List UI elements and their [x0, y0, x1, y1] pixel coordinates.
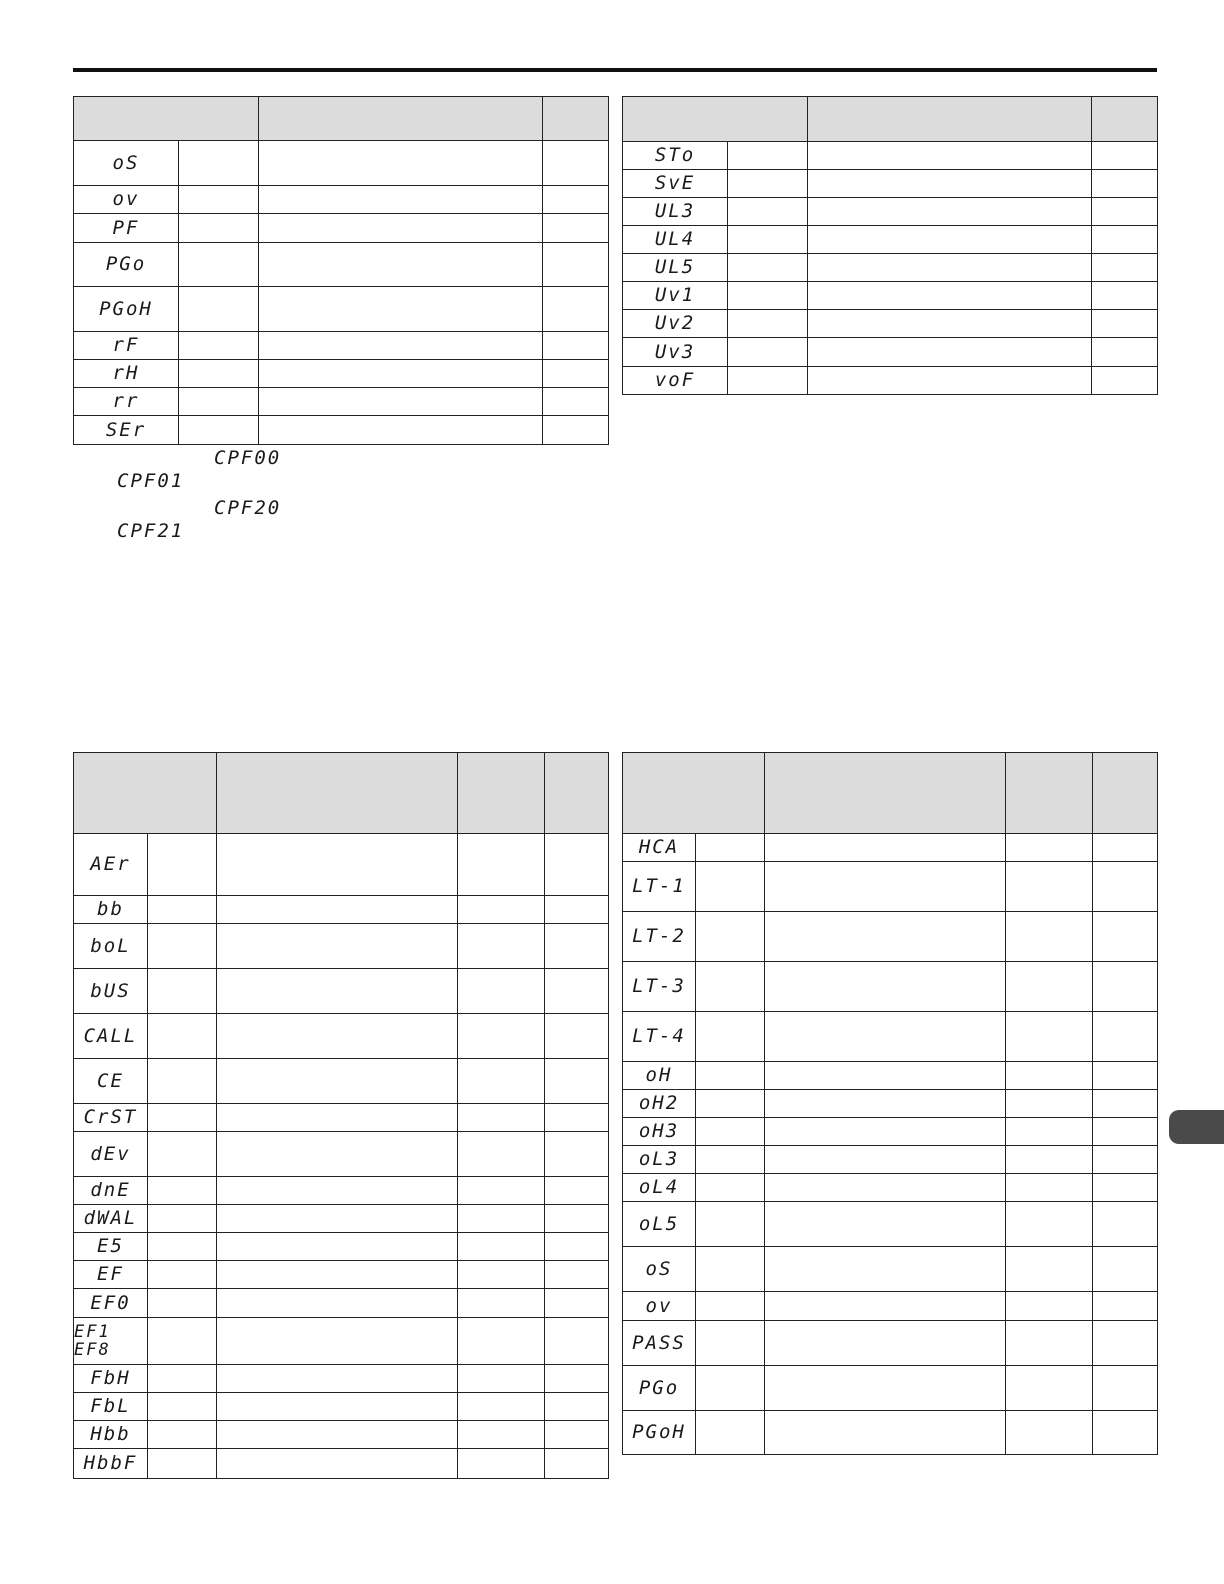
fault-code: PF — [74, 214, 179, 243]
header-name — [259, 97, 543, 141]
header-page — [543, 97, 609, 141]
alarm-code: oL3 — [623, 1146, 696, 1174]
table-row — [74, 1132, 609, 1177]
table-row — [74, 360, 609, 388]
alarm-code: EF0 — [74, 1289, 148, 1318]
table-row — [623, 962, 1158, 1012]
alarm-code: UL4 — [623, 226, 728, 254]
note-code: CPF00 — [214, 447, 282, 469]
table-row — [74, 924, 609, 969]
header-display — [623, 753, 765, 834]
table-row — [74, 834, 609, 896]
alarm-code: EF1 — [74, 1322, 111, 1342]
table-bottom-right — [622, 752, 1158, 1455]
alarm-code: boL — [74, 924, 148, 969]
alarm-code: oL5 — [623, 1202, 696, 1247]
table-row — [74, 1289, 609, 1318]
table-row — [623, 254, 1158, 282]
table-row — [623, 170, 1158, 198]
table-row — [74, 416, 609, 445]
table-row — [623, 862, 1158, 912]
table-row — [74, 388, 609, 416]
table-row — [74, 243, 609, 287]
alarm-code: PGoH — [623, 1411, 696, 1455]
table-row — [74, 1104, 609, 1132]
alarm-code: Uv1 — [623, 282, 728, 310]
alarm-code: LT-3 — [623, 962, 696, 1012]
header-page — [1092, 97, 1158, 142]
alarm-code: EF — [74, 1261, 148, 1289]
alarm-code: dnE — [74, 1177, 148, 1205]
alarm-code: AEr — [74, 834, 148, 896]
alarm-code: dEv — [74, 1132, 148, 1177]
fault-code: SEr — [74, 416, 179, 445]
header-type — [458, 753, 545, 834]
alarm-code: CrST — [74, 1104, 148, 1132]
table-row — [623, 1247, 1158, 1292]
table-row — [74, 896, 609, 924]
alarm-code: UL5 — [623, 254, 728, 282]
table-row — [74, 1205, 609, 1233]
table-row — [74, 214, 609, 243]
table-row — [623, 1202, 1158, 1247]
header-page — [545, 753, 609, 834]
table-row — [74, 1318, 609, 1365]
alarm-code: oH — [623, 1062, 696, 1090]
table-row — [623, 367, 1158, 395]
alarm-code: CALL — [74, 1014, 148, 1059]
table-row — [623, 198, 1158, 226]
table-row — [623, 338, 1158, 367]
header-rule — [73, 68, 1157, 72]
table-row — [74, 1177, 609, 1205]
alarm-code: Uv3 — [623, 338, 728, 367]
table-top-left — [73, 96, 609, 445]
alarm-code: Uv2 — [623, 310, 728, 338]
alarm-code: bb — [74, 896, 148, 924]
table-row — [74, 1393, 609, 1421]
fault-code: PGoH — [74, 287, 179, 332]
alarm-code: oH3 — [623, 1118, 696, 1146]
table-row — [74, 1421, 609, 1449]
chapter-tab — [1169, 1110, 1224, 1144]
fault-code: rF — [74, 332, 179, 360]
table-row — [74, 141, 609, 186]
header-display — [74, 97, 259, 141]
note-code: CPF20 — [214, 497, 282, 519]
alarm-code: dWAL — [74, 1205, 148, 1233]
header-type — [1006, 753, 1093, 834]
alarm-code: SvE — [623, 170, 728, 198]
table-row — [74, 1233, 609, 1261]
table-row — [623, 834, 1158, 862]
alarm-code-range — [74, 1318, 148, 1365]
table-row — [74, 1014, 609, 1059]
table-row — [623, 1292, 1158, 1321]
alarm-code: ov — [623, 1292, 696, 1321]
alarm-code: EF8 — [74, 1340, 111, 1360]
alarm-code: PGo — [623, 1366, 696, 1411]
alarm-code: bUS — [74, 969, 148, 1014]
alarm-code: LT-4 — [623, 1012, 696, 1062]
alarm-code: STo — [623, 142, 728, 170]
alarm-code: E5 — [74, 1233, 148, 1261]
alarm-code: oL4 — [623, 1174, 696, 1202]
table-row — [623, 1090, 1158, 1118]
table-row — [74, 1261, 609, 1289]
alarm-code: CE — [74, 1059, 148, 1104]
table-row — [623, 226, 1158, 254]
fault-code: ov — [74, 186, 179, 214]
table-bottom-left — [73, 752, 609, 1479]
header-name — [765, 753, 1006, 834]
fault-code: rH — [74, 360, 179, 388]
alarm-code: FbL — [74, 1393, 148, 1421]
table-row — [74, 186, 609, 214]
table-row — [623, 1366, 1158, 1411]
header-name — [808, 97, 1092, 142]
table-row — [623, 1062, 1158, 1090]
fault-code: oS — [74, 141, 179, 186]
fault-code: rr — [74, 388, 179, 416]
alarm-code: voF — [623, 367, 728, 395]
table-row — [623, 1012, 1158, 1062]
table-row — [623, 1146, 1158, 1174]
table-top-right — [622, 96, 1158, 395]
alarm-code: FbH — [74, 1365, 148, 1393]
alarm-code: oS — [623, 1247, 696, 1292]
table-row — [623, 1118, 1158, 1146]
table-row — [623, 1321, 1158, 1366]
fault-code: PGo — [74, 243, 179, 287]
table-row — [623, 310, 1158, 338]
alarm-code: Hbb — [74, 1421, 148, 1449]
alarm-code: PASS — [623, 1321, 696, 1366]
header-display — [623, 97, 808, 142]
alarm-code: LT-2 — [623, 912, 696, 962]
table-row — [623, 142, 1158, 170]
header-name — [217, 753, 458, 834]
header-display — [74, 753, 217, 834]
note-code: CPF21 — [117, 520, 185, 542]
table-row — [74, 969, 609, 1014]
alarm-code: HbbF — [74, 1449, 148, 1479]
table-row — [74, 332, 609, 360]
table-row — [74, 1449, 609, 1479]
note-code: CPF01 — [117, 470, 185, 492]
alarm-code: HCA — [623, 834, 696, 862]
alarm-code: LT-1 — [623, 862, 696, 912]
table-row — [74, 1365, 609, 1393]
table-row — [623, 912, 1158, 962]
table-row — [623, 1174, 1158, 1202]
alarm-code: oH2 — [623, 1090, 696, 1118]
table-row — [623, 282, 1158, 310]
header-page — [1093, 753, 1158, 834]
table-row — [74, 1059, 609, 1104]
table-row — [623, 1411, 1158, 1455]
alarm-code: UL3 — [623, 198, 728, 226]
table-row — [74, 287, 609, 332]
